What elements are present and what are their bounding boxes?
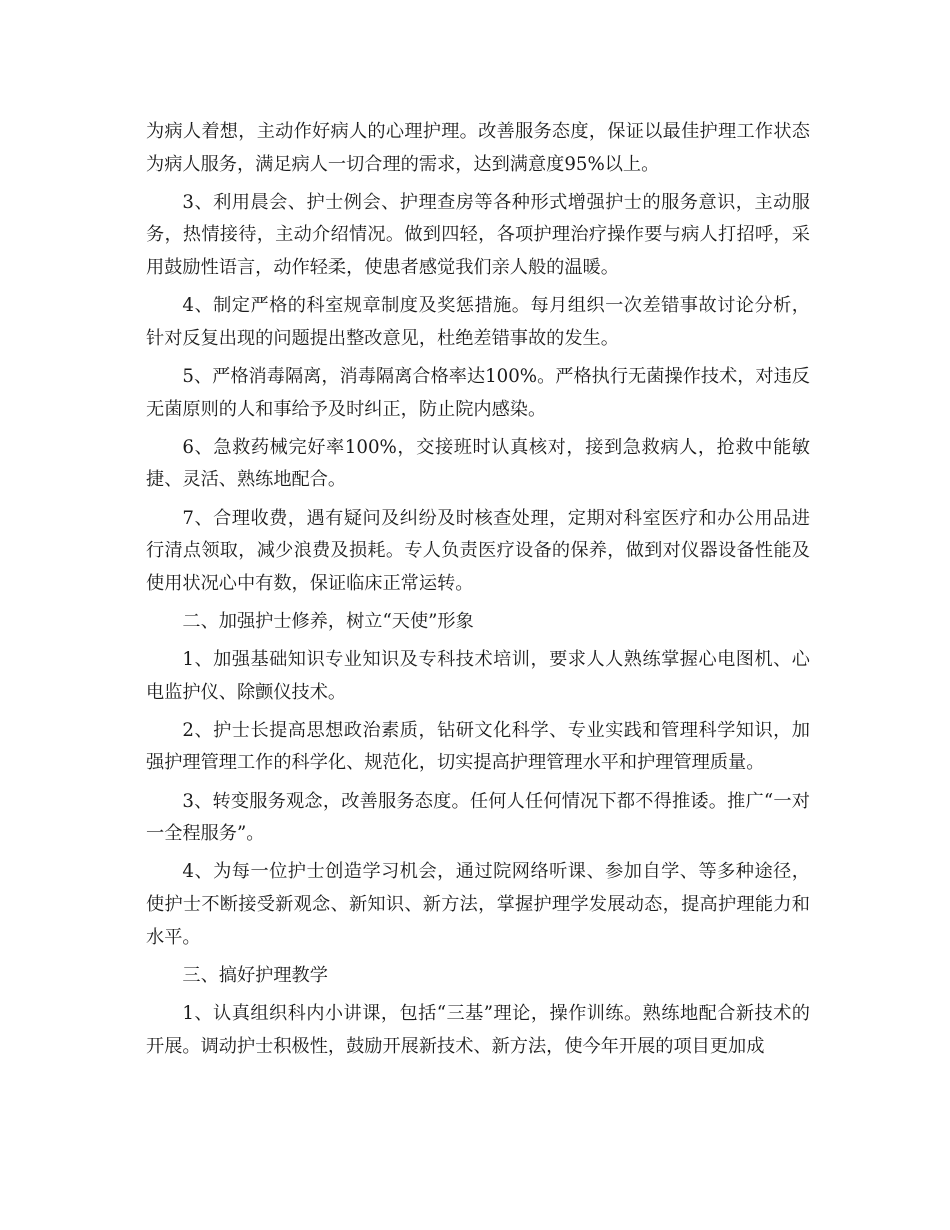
paragraph-item-1-training: 1、加强基础知识专业知识及专科技术培训，要求人人熟练掌握心电图机、心电监护仪、除颤仪技术。 — [146, 649, 810, 703]
paragraph-item-4-rules: 4、制定严格的科室规章制度及奖惩措施。每月组织一次差错事故讨论分析，针对反复出现的问题提出整改意见，杜绝差错事故的发生。 — [146, 295, 810, 349]
paragraph-item-5-disinfection: 5、严格消毒隔离，消毒隔离合格率达100%。严格执行无菌操作技术，对违反无菌原则的人和事给予及时纠正，防止院内感染。 — [146, 365, 810, 420]
document-body — [146, 116, 810, 1069]
paragraph-item-3-service: 3、利用晨会、护士例会、护理查房等各种形式增强护士的服务意识，主动服务，热情接待，主动介绍情况。做到四轻，各项护理治疗操作要与病人打招呼，采用鼓励性语言，动作轻柔，使患者感觉我们亲人般的温暖。 — [146, 191, 810, 278]
paragraph-continuation: 为病人着想，主动作好病人的心理护理。改善服务态度，保证以最佳护理工作状态为病人服务，满足病人一切合理的需求，达到满意度95%以上。 — [146, 121, 810, 175]
paragraph-item-7-fees: 7、合理收费，遇有疑问及纠纷及时核查处理，定期对科室医疗和办公用品进行清点领取，减少浪费及损耗。专人负责医疗设备的保养，做到对仪器设备性能及使用状况心中有数，保证临床正常运转。 — [146, 507, 810, 594]
section-heading-3: 三、搞好护理教学 — [182, 964, 328, 986]
paragraph-item-1-teaching: 1、认真组织科内小讲课，包括“三基”理论，操作训练。熟练地配合新技术的开展。调动护士积极性，鼓励开展新技术、新方法，使今年开展的项目更加成 — [146, 1002, 810, 1057]
paragraph-item-3-service-concept: 3、转变服务观念，改善服务态度。任何人任何情况下都不得推诿。推广“一对一全程服务”。 — [146, 790, 810, 845]
section-heading-2: 二、加强护士修养，树立“天使”形象 — [182, 610, 474, 632]
paragraph-item-4-learning: 4、为每一位护士创造学习机会，通过院网络听课、参加自学、等多种途径，使护士不断接受新观念、新知识、新方法，掌握护理学发展动态，提高护理能力和水平。 — [146, 861, 810, 948]
paragraph-item-6-emergency: 6、急救药械完好率100%，交接班时认真核对，接到急救病人，抢救中能敏捷、灵活、熟练地配合。 — [146, 436, 810, 491]
paragraph-item-2-head-nurse: 2、护士长提高思想政治素质，钻研文化科学、专业实践和管理科学知识，加强护理管理工作的科学化、规范化，切实提高护理管理水平和护理管理质量。 — [146, 719, 810, 774]
